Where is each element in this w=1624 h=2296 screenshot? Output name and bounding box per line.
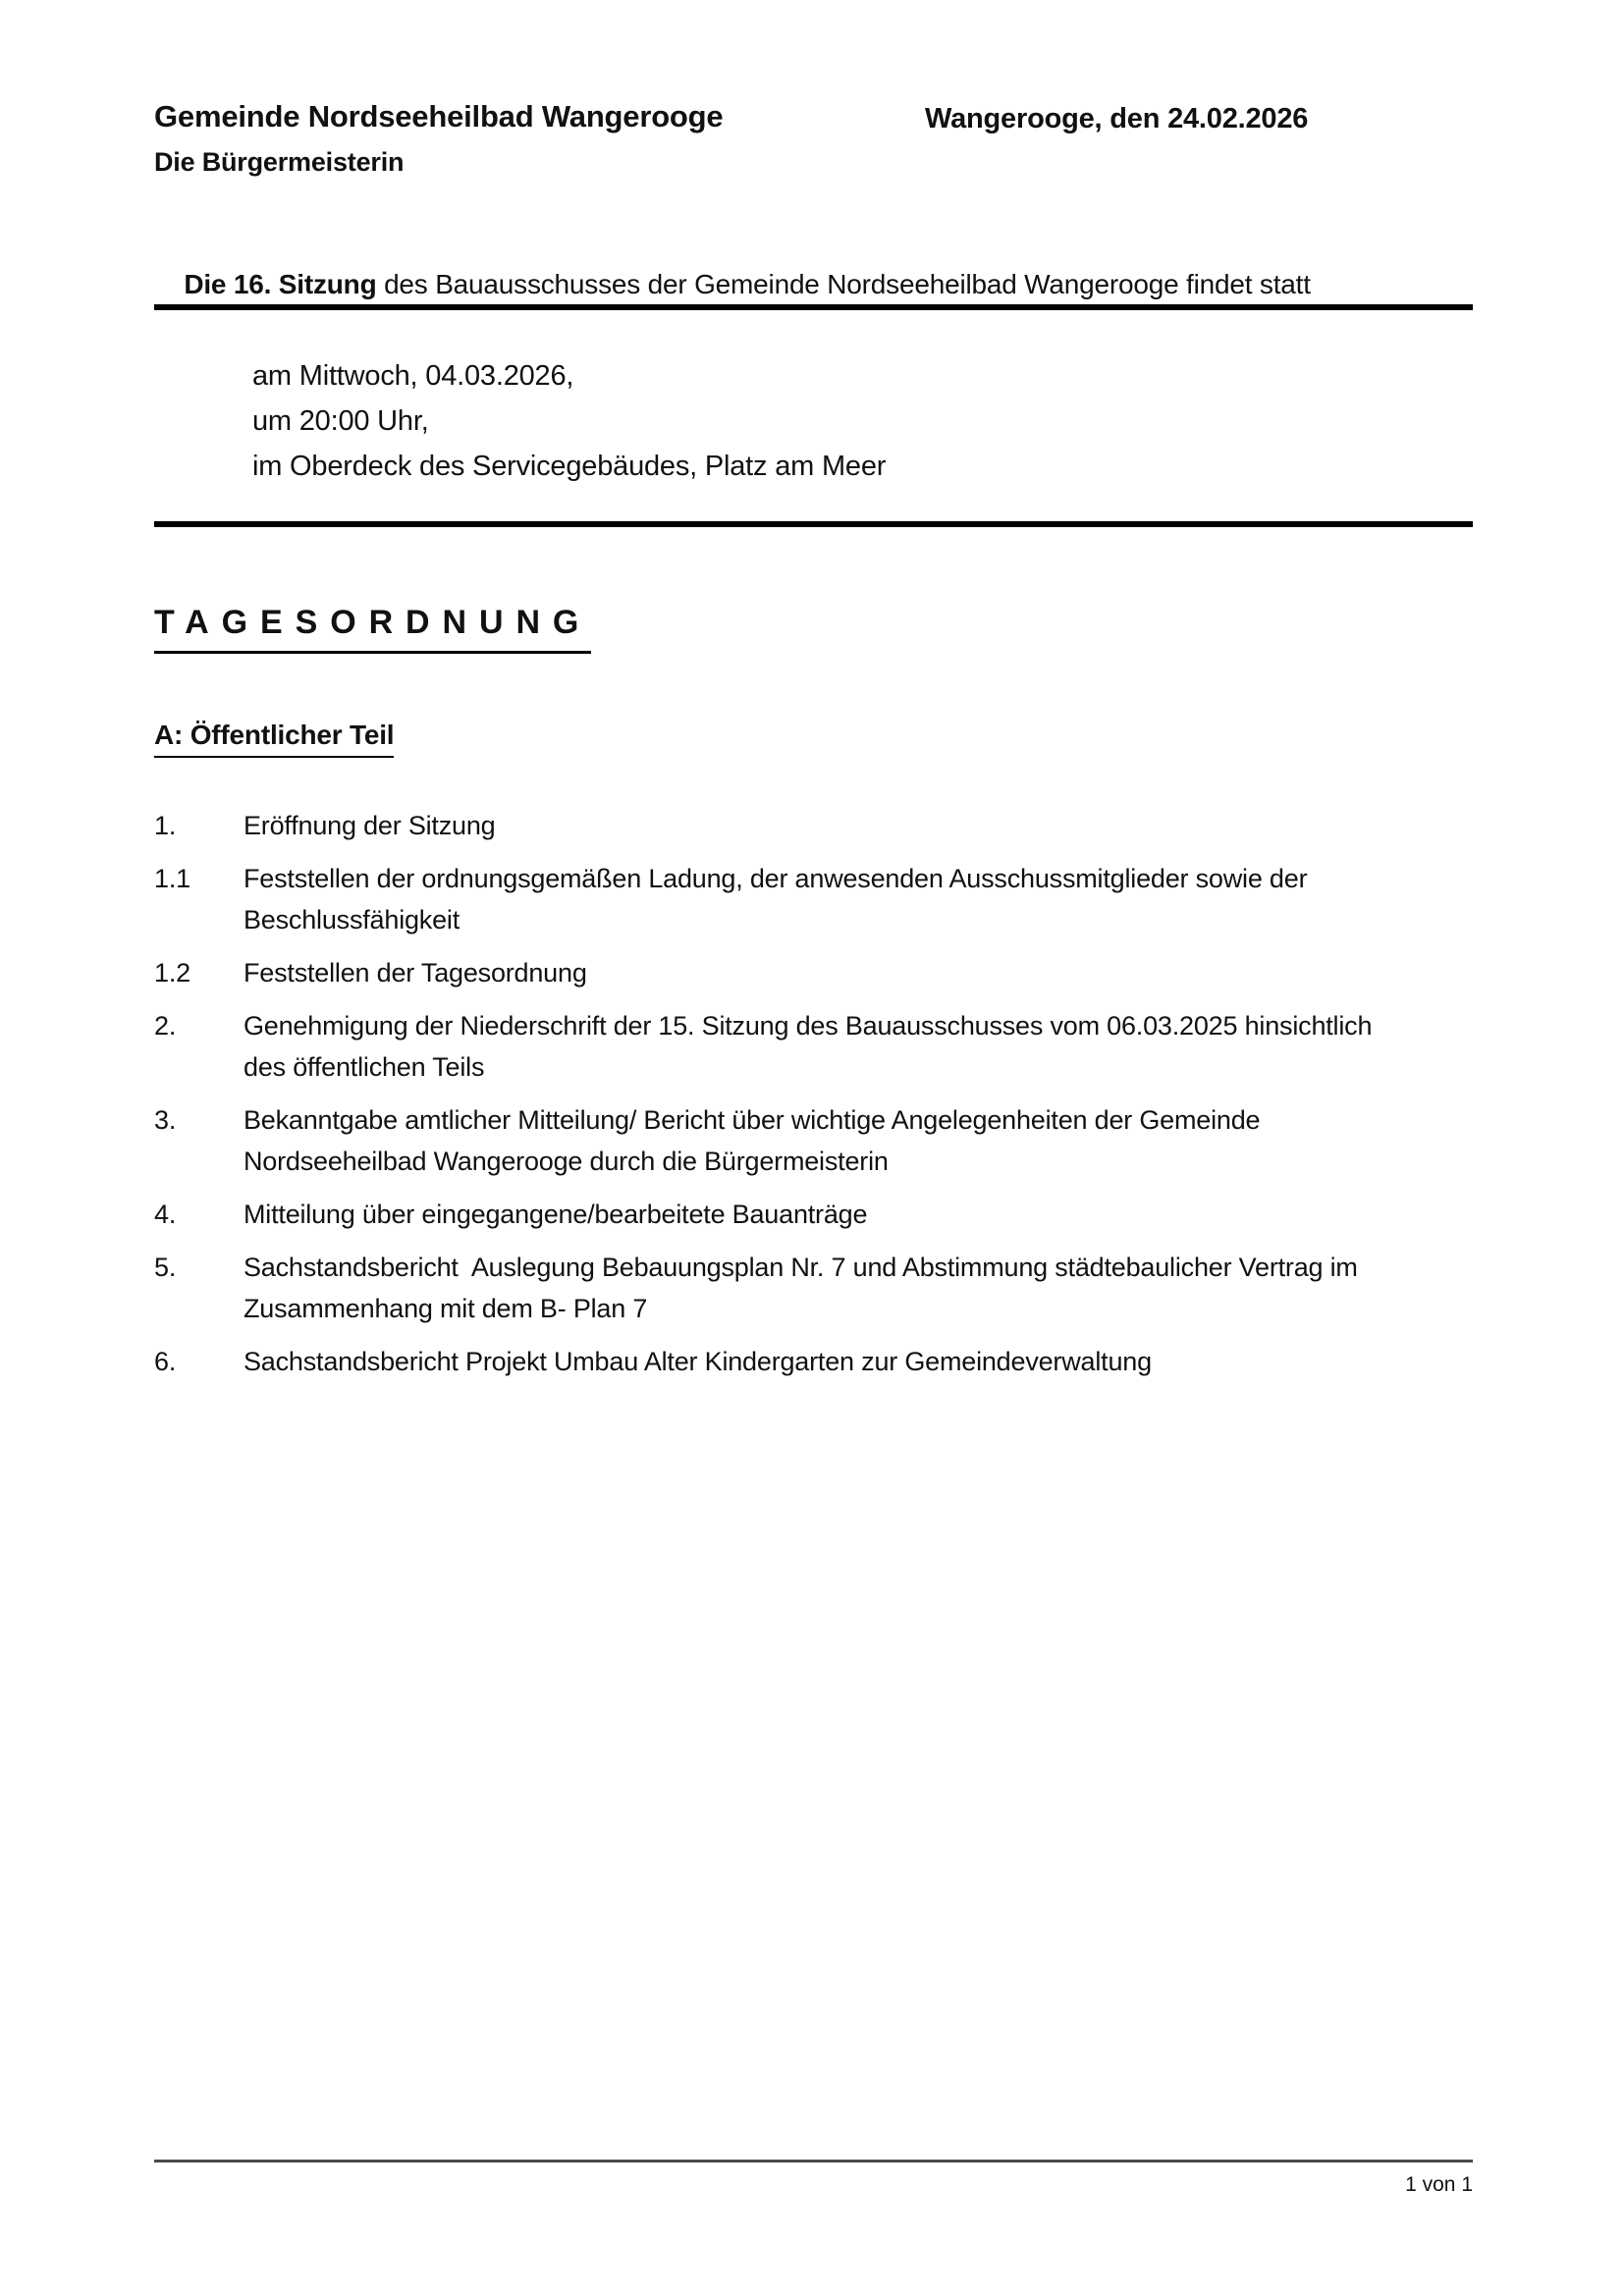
agenda-item-6 bbox=[154, 1341, 1473, 1382]
agenda-item-number: 6. bbox=[154, 1347, 177, 1376]
meeting-location-line: im Oberdeck des Servicegebäudes, Platz am Meer bbox=[252, 451, 887, 482]
agenda-item-number: 5. bbox=[154, 1253, 177, 1282]
meeting-details bbox=[252, 353, 886, 489]
agenda-item-text: Feststellen der Tagesordnung bbox=[244, 958, 587, 988]
meeting-date-line: am Mittwoch, 04.03.2026, bbox=[252, 360, 574, 392]
agenda-item-2 bbox=[154, 1005, 1473, 1088]
agenda-item-text: Bekanntgabe amtlicher Mitteilung/ Bericht über wichtige Angelegenheiten der Gemeinde Nordseeheilbad Wangerooge durch die Bürgermeisterin bbox=[244, 1105, 1268, 1176]
agenda-item-text: Sachstandsbericht Projekt Umbau Alter Kindergarten zur Gemeindeverwaltung bbox=[244, 1347, 1152, 1376]
intro-rest: des Bauausschusses der Gemeinde Nordseeheilbad Wangerooge findet statt bbox=[376, 269, 1311, 299]
document-date: Wangerooge, den 24.02.2026 bbox=[925, 103, 1309, 134]
agenda-item-number: 3. bbox=[154, 1105, 177, 1135]
agenda-item-number: 2. bbox=[154, 1011, 177, 1041]
agenda-item-number: 1.1 bbox=[154, 864, 190, 893]
agenda-title: TAGESORDNUNG bbox=[154, 604, 591, 654]
meeting-time-line: um 20:00 Uhr, bbox=[252, 405, 429, 437]
agenda-item-text: Feststellen der ordnungsgemäßen Ladung, der anwesenden Ausschussmitglieder sowie der Beschlussfähigkeit bbox=[244, 864, 1315, 934]
intro-sentence bbox=[154, 232, 1473, 338]
agenda-item-text: Sachstandsbericht Auslegung Bebauungsplan Nr. 7 und Abstimmung städtebaulicher Vertrag im Zusammenhang mit dem B- Plan 7 bbox=[244, 1253, 1366, 1323]
agenda-item-text: Genehmigung der Niederschrift der 15. Sitzung des Bauausschusses vom 06.03.2025 hinsichtlich des öffentlichen Teils bbox=[244, 1011, 1380, 1082]
agenda-item-number: 1. bbox=[154, 811, 177, 840]
agenda-item-number: 4. bbox=[154, 1200, 177, 1229]
agenda-item-1-2 bbox=[154, 952, 1473, 993]
agenda-item-3 bbox=[154, 1099, 1473, 1182]
intro-session-number: Die 16. Sitzung bbox=[184, 269, 377, 299]
agenda-item-text: Eröffnung der Sitzung bbox=[244, 811, 496, 840]
section-a-heading: A: Öffentlicher Teil bbox=[154, 720, 394, 758]
agenda-item-5 bbox=[154, 1247, 1473, 1329]
page-footer bbox=[154, 2160, 1473, 2197]
agenda-item-text: Mitteilung über eingegangene/bearbeitete Bauanträge bbox=[244, 1200, 868, 1229]
organization-subtitle: Die Bürgermeisterin bbox=[154, 147, 405, 177]
agenda-item-1 bbox=[154, 805, 1473, 846]
horizontal-rule-bottom bbox=[154, 521, 1473, 527]
horizontal-rule-top bbox=[154, 304, 1473, 310]
organization-name: Gemeinde Nordseeheilbad Wangerooge bbox=[154, 99, 724, 133]
agenda-item-1-1 bbox=[154, 858, 1473, 940]
agenda-list bbox=[154, 805, 1473, 1394]
agenda-item-number: 1.2 bbox=[154, 958, 190, 988]
agenda-item-4 bbox=[154, 1194, 1473, 1235]
page-number-indicator: 1 von 1 bbox=[1405, 2173, 1473, 2196]
